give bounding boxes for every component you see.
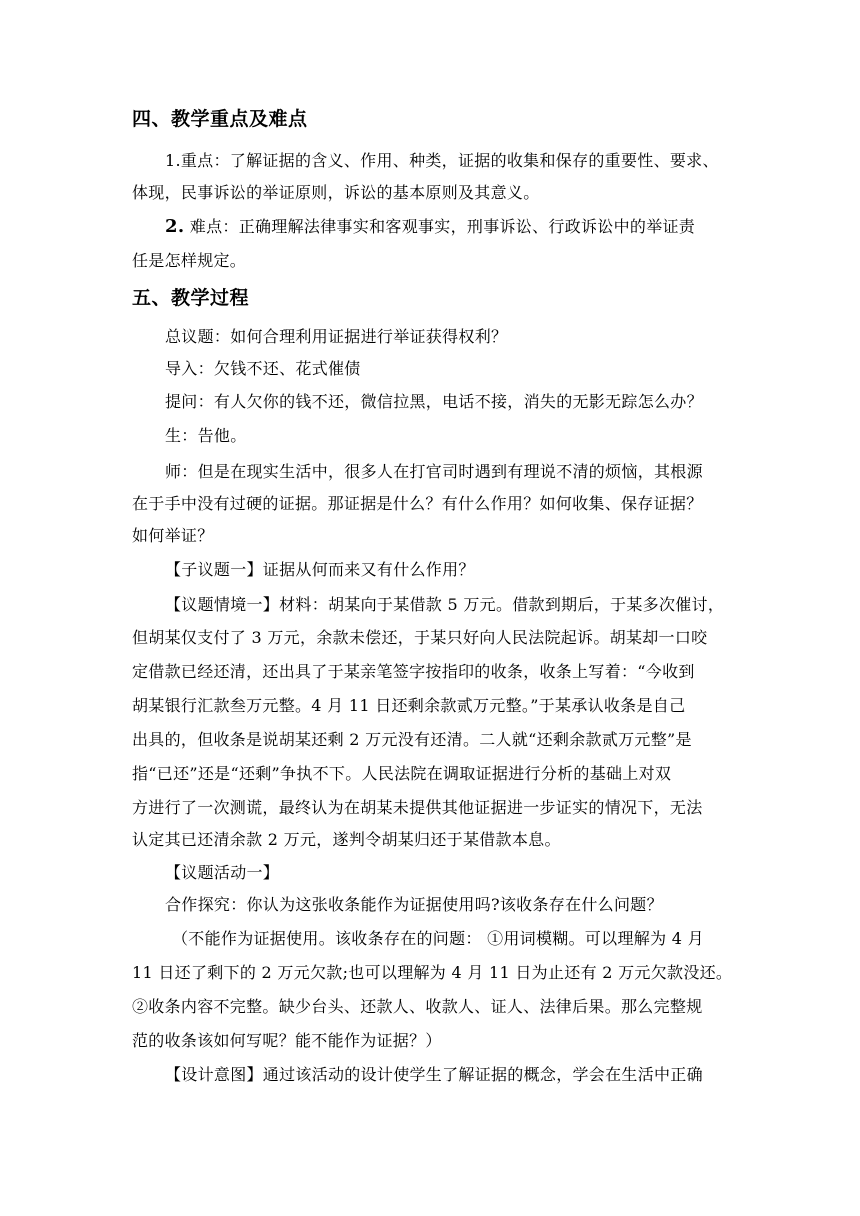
key-point-text: 重点：了解证据的含义、作用、种类，证据的收集和保存的重要性、要求、 xyxy=(180,151,719,170)
key-point-line-2: 体现，民事诉讼的举证原则，诉讼的基本原则及其意义。 xyxy=(132,183,540,202)
paragraph-line: 指“已还”还是“还剩”争执不下。人民法院在调取证据进行分析的基础上对双 xyxy=(132,764,672,783)
section-heading-5: 五、教学过程 xyxy=(132,287,250,309)
paragraph-line: 11 日还了剩下的 2 万元欠款;也可以理解为 4 月 11 日为止还有 2 万元欠款没还。 xyxy=(132,963,733,982)
paragraph-line: 胡某银行汇款叁万元整。4 月 11 日还剩余款贰万元整。”于某承认收条是自己 xyxy=(132,696,686,715)
paragraph-line: 方进行了一次测谎，最终认为在胡某未提供其他证据进一步证实的情况下，无法 xyxy=(132,798,703,817)
key-point-line-1 xyxy=(165,148,719,171)
paragraph-line: 导入：欠钱不还、花式催债 xyxy=(165,359,361,378)
paragraph-line: 提问：有人欠你的钱不还，微信拉黑，电话不接，消失的无影无踪怎么办？ xyxy=(165,392,703,411)
difficulty-line-2: 任是怎样规定。 xyxy=(132,251,247,270)
paragraph-line: 认定其已还清余款 2 万元，遂判令胡某归还于某借款本息。 xyxy=(132,830,561,849)
paragraph-line: 总议题：如何合理利用证据进行举证获得权利？ xyxy=(165,327,508,346)
paragraph-line: （不能作为证据使用。该收条存在的问题： ①用词模糊。可以理解为 4 月 xyxy=(172,929,704,948)
paragraph-line: 【议题情境一】材料：胡某向于某借款 5 万元。借款到期后，于某多次催讨， xyxy=(165,595,725,614)
paragraph-line: 合作探究：你认为这张收条能作为证据使用吗?该收条存在什么问题？ xyxy=(165,895,663,914)
difficulty-line-1 xyxy=(165,214,695,237)
paragraph-line: 范的收条该如何写呢？能不能作为证据？） xyxy=(132,1031,442,1050)
paragraph-line: 但胡某仅支付了 3 万元，余款未偿还，于某只好向人民法院起诉。胡某却一口咬 xyxy=(132,628,708,647)
paragraph-line: 【议题活动一】 xyxy=(165,863,280,882)
section-heading-4: 四、教学重点及难点 xyxy=(132,108,308,130)
paragraph-line: 【子议题一】证据从何而来又有什么作用？ xyxy=(165,560,475,579)
paragraph-line: 如何举证？ xyxy=(132,526,214,545)
key-point-number: 1. xyxy=(165,151,181,170)
paragraph-line: 出具的，但收条是说胡某还剩 2 万元没有还清。二人就“还剩余款贰万元整”是 xyxy=(132,730,692,749)
difficulty-text: 难点：正确理解法律事实和客观事实，刑事诉讼、行政诉讼中的举证责 xyxy=(184,217,696,236)
paragraph-line: 【设计意图】通过该活动的设计使学生了解证据的概念，学会在生活中正确 xyxy=(165,1065,703,1084)
paragraph-line: 在于手中没有过硬的证据。那证据是什么？有什么作用？如何收集、保存证据？ xyxy=(132,494,703,513)
paragraph-line: 生：告他。 xyxy=(165,426,247,445)
difficulty-number: 2. xyxy=(165,216,185,237)
paragraph-line: ②收条内容不完整。缺少台头、还款人、收款人、证人、法律后果。那么完整规 xyxy=(132,997,703,1016)
paragraph-line: 师：但是在现实生活中，很多人在打官司时遇到有理说不清的烦恼，其根源 xyxy=(165,462,703,481)
paragraph-line: 定借款已经还清，还出具了于某亲笔签字按指印的收条，收条上写着：“今收到 xyxy=(132,662,695,681)
